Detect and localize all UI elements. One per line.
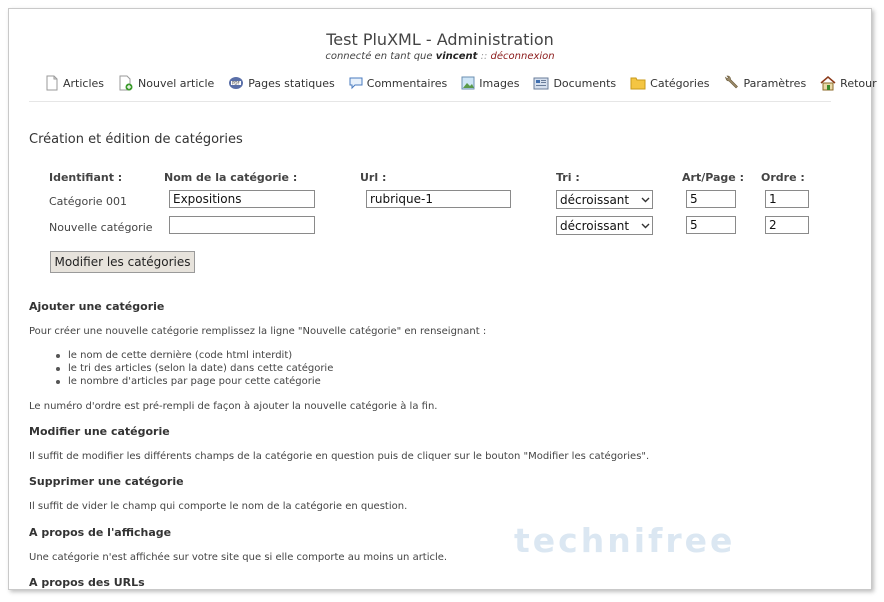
nav-documents-label: Documents — [553, 76, 617, 90]
section-title: Création et édition de catégories — [29, 132, 243, 147]
nav-categories[interactable] — [630, 76, 709, 90]
row-1-per-page-input[interactable] — [686, 190, 736, 208]
nav-settings-label: Paramètres — [743, 76, 807, 90]
nav-new-article-label: Nouvel article — [138, 76, 215, 90]
nav-back[interactable] — [820, 75, 876, 91]
help-order-text: Le numéro d'ordre est pré-rempli de façon à ajouter la nouvelle catégorie à la fin. — [29, 401, 438, 412]
chevron-down-icon — [638, 223, 652, 229]
help-display-title: A propos de l'affichage — [29, 526, 172, 539]
header-order: Ordre : — [761, 171, 805, 184]
row-2-order-input[interactable] — [765, 216, 809, 234]
help-edit-text: Il suffit de modifier les différents champs de la catégorie en question puis de cliquer sur le bouton "Modifier les catégories". — [29, 451, 650, 462]
nav-articles-label: Articles — [63, 76, 105, 90]
new-document-icon — [118, 75, 134, 91]
document-icon — [45, 75, 59, 91]
nav-articles[interactable] — [45, 75, 104, 91]
separator: :: — [480, 51, 488, 62]
nav-images[interactable] — [461, 76, 519, 90]
list-item: le nombre d'articles par page pour cette catégorie — [54, 375, 333, 388]
list-item: le nom de cette dernière (code html interdit) — [54, 349, 333, 362]
nav-categories-label: Catégories — [650, 76, 710, 90]
header-per-page: Art/Page : — [682, 171, 744, 184]
help-add-list — [54, 349, 333, 388]
row-2-sort-value: décroissant — [560, 218, 630, 233]
nav-comments[interactable] — [349, 76, 447, 90]
row-1-order-input[interactable] — [765, 190, 809, 208]
nav-comments-label: Commentaires — [366, 76, 448, 90]
documents-icon — [533, 75, 549, 91]
help-display-text: Une catégorie n'est affichée sur votre site que si elle comporte au moins un article. — [29, 552, 448, 563]
row-1-name-input[interactable] — [169, 190, 315, 208]
nav-documents[interactable] — [533, 75, 616, 91]
help-add-text: Pour créer une nouvelle catégorie remplissez la ligne "Nouvelle catégorie" en renseignant : — [29, 326, 487, 337]
image-icon — [461, 76, 475, 90]
header-id: Identifiant : — [49, 171, 123, 184]
nav-images-label: Images — [479, 76, 520, 90]
main-nav — [45, 75, 877, 91]
chevron-down-icon — [638, 197, 652, 203]
username: vincent — [435, 51, 478, 62]
row-2-name-input[interactable] — [169, 216, 315, 234]
help-delete-text: Il suffit de vider le champ qui comporte le nom de la catégorie en question. — [29, 501, 408, 512]
watermark: technifree — [514, 521, 736, 560]
help-add-title: Ajouter une catégorie — [29, 300, 165, 313]
nav-new-article[interactable] — [118, 75, 214, 91]
help-delete-title: Supprimer une catégorie — [29, 475, 184, 488]
admin-window — [8, 8, 877, 590]
header-name: Nom de la catégorie : — [164, 171, 298, 184]
update-categories-button[interactable]: Modifier les catégories — [50, 251, 195, 273]
header-url: Url : — [360, 171, 387, 184]
row-2-sort-select[interactable] — [556, 216, 653, 235]
row-1-url-input[interactable] — [366, 190, 511, 208]
help-urls-title: A propos des URLs — [29, 576, 145, 589]
row-1-id: Catégorie 001 — [49, 195, 128, 208]
connected-label: connecté en tant que — [325, 51, 433, 62]
nav-back-label: Retour — [840, 76, 877, 90]
header-sort: Tri : — [556, 171, 580, 184]
comment-icon — [349, 76, 363, 90]
help-edit-title: Modifier une catégorie — [29, 425, 170, 438]
pdf-icon — [228, 75, 244, 91]
row-2-id: Nouvelle catégorie — [49, 221, 153, 234]
row-1-sort-value: décroissant — [560, 192, 630, 207]
logout-link[interactable]: déconnexion — [490, 51, 555, 62]
nav-static-pages[interactable] — [228, 75, 334, 91]
site-title: Test PluXML - Administration — [326, 30, 554, 49]
login-status — [9, 51, 871, 62]
folder-icon — [630, 76, 646, 90]
home-icon — [820, 75, 836, 91]
wrench-icon — [723, 75, 739, 91]
nav-settings[interactable] — [723, 75, 806, 91]
svg-text:PDF: PDF — [232, 80, 241, 86]
list-item: le tri des articles (selon la date) dans cette catégorie — [54, 362, 333, 375]
nav-divider — [29, 101, 831, 102]
row-1-sort-select[interactable] — [556, 190, 653, 209]
row-2-per-page-input[interactable] — [686, 216, 736, 234]
nav-static-pages-label: Pages statiques — [248, 76, 335, 90]
